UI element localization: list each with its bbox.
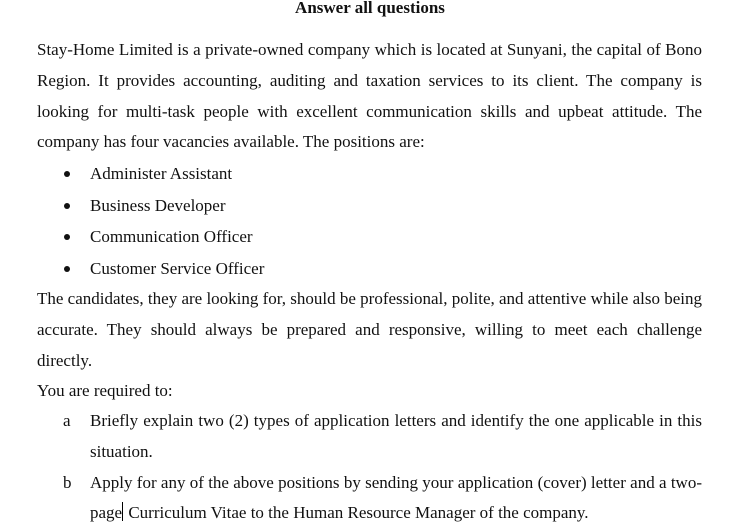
- task-item-b[interactable]: [37, 468, 702, 530]
- task-text-before-cursor: Apply for any of the above positions by sending your application (cover) letter and a two-page: [90, 472, 702, 523]
- position-label: Business Developer: [90, 195, 226, 215]
- text-cursor: [122, 502, 123, 521]
- bullet-icon: [64, 171, 70, 177]
- bullet-icon: [64, 234, 70, 240]
- task-marker: b: [63, 472, 72, 492]
- position-label: Communication Officer: [90, 227, 253, 247]
- task-marker: a: [63, 411, 71, 430]
- position-label: Administer Assistant: [90, 164, 233, 183]
- position-label: Customer Service Officer: [90, 258, 265, 278]
- tasks-list: [37, 406, 702, 529]
- bullet-icon: [64, 266, 70, 272]
- required-intro: You are required to:: [37, 381, 173, 400]
- candidates-paragraph: The candidates, they are looking for, should be professional, polite, and attentive while also being accurate. They should always be prepared and responsive, willing to meet each challenge directly.: [37, 289, 702, 370]
- task-text: Briefly explain two (2) types of application letters and identify the one applicable in this situation.: [90, 411, 702, 461]
- task-item-a: [37, 406, 702, 468]
- bullet-icon: [64, 203, 70, 209]
- task-text-after-cursor: Curriculum Vitae to the Human Resource Manager of the company.: [124, 503, 589, 523]
- document-title: Answer all questions: [295, 0, 445, 17]
- intro-paragraph: Stay-Home Limited is a private-owned company which is located at Sunyani, the capital of Bono Region. It provides accounting, auditing and taxation services to its client. The company is looking for multi-task people with excellent communication skills and upbeat attitude. The company has four vacancies available. The positions are:: [37, 40, 702, 152]
